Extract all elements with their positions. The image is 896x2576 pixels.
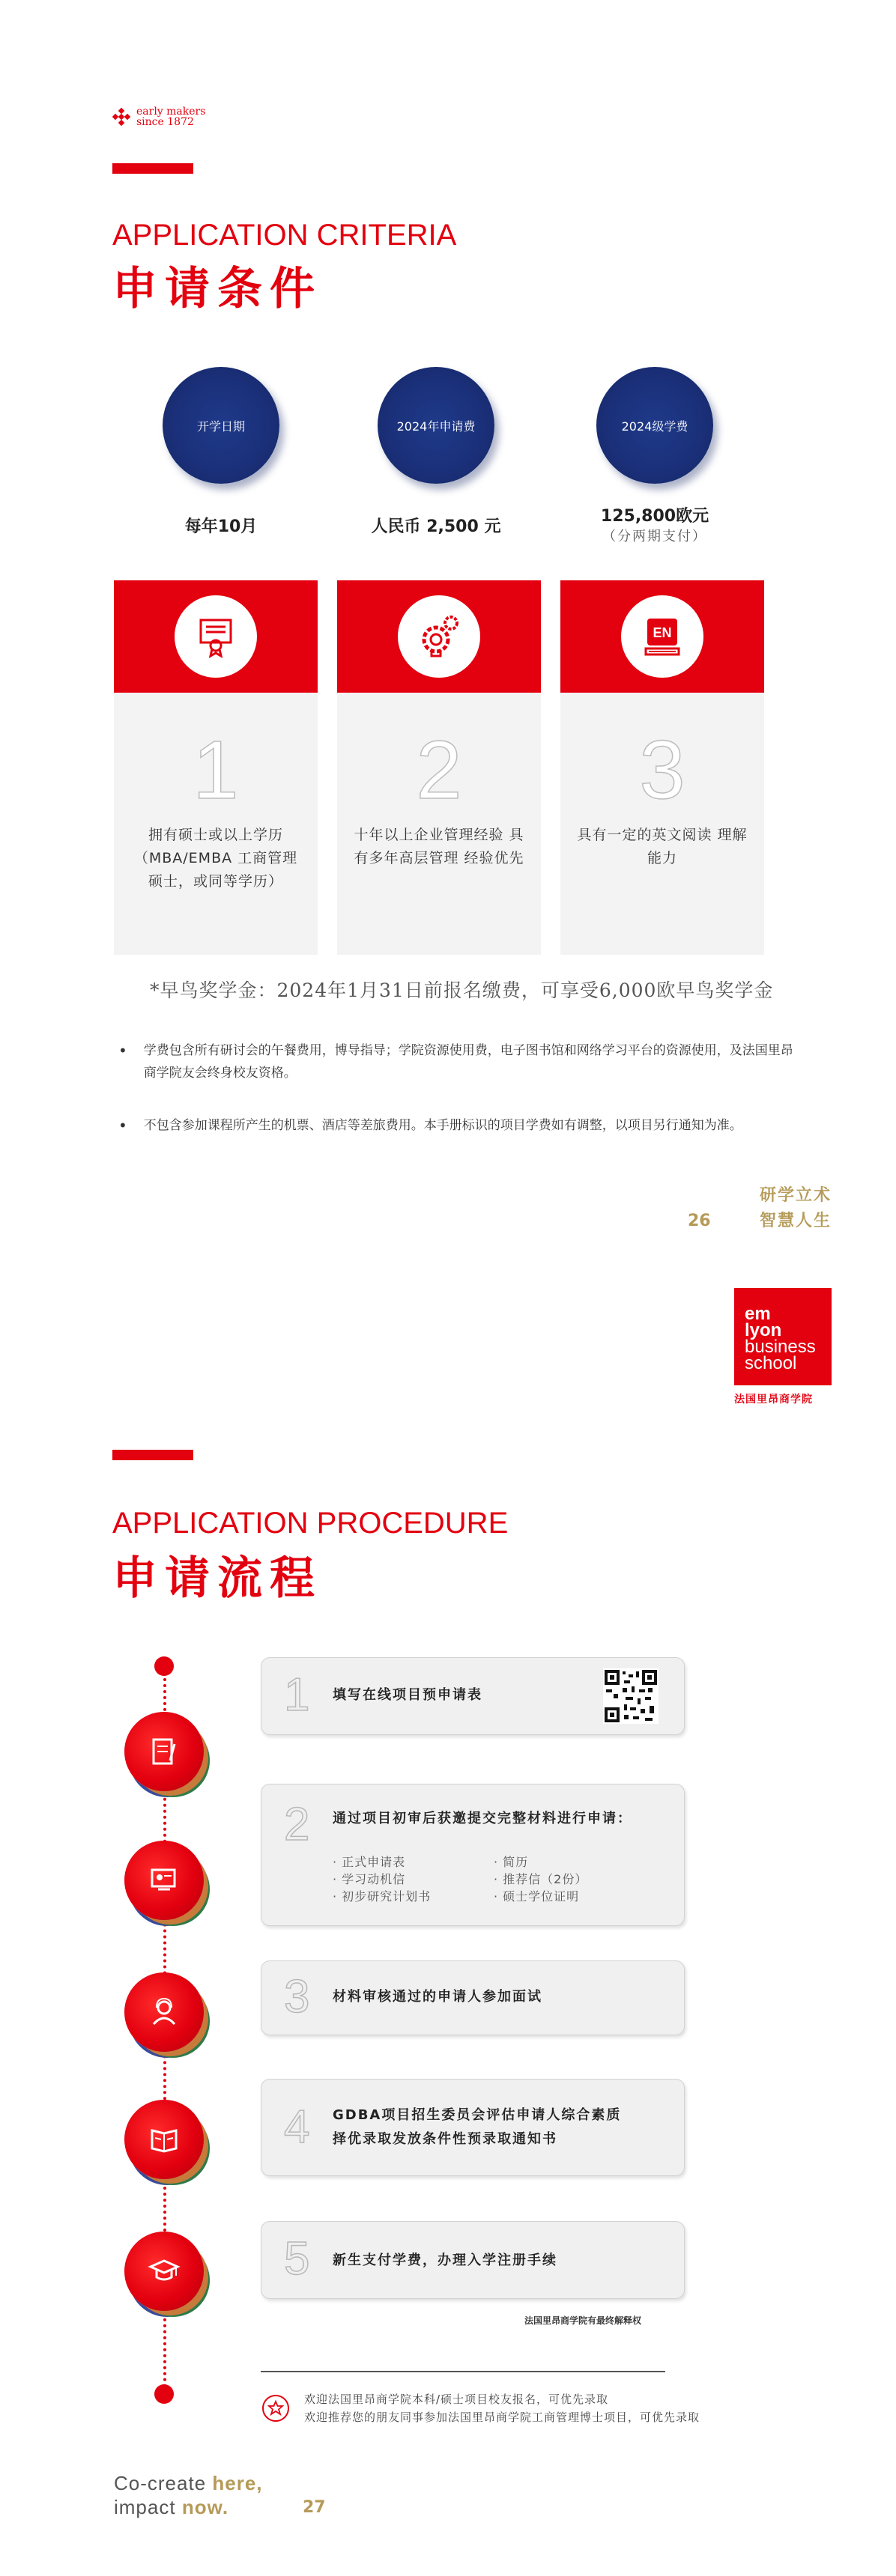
intake-date-label: 开学日期 [196,419,245,434]
alumni-note-line: 欢迎法国里昂商学院本科/硕士项目校友报名，可优先录取 [304,2393,609,2406]
tuition-fee-note: （分两期支付） [602,529,707,544]
emlyon-logo-line: em [745,1304,771,1324]
management-gear-icon [398,595,480,678]
documents-icon [124,1841,204,1920]
doc-item: · 正式申请表 [333,1855,406,1869]
card-text: 拥有硕士或以上学历（MBA/EMBA 工商管理硕士，或同等学历） [133,827,298,890]
tuition-fee-value: 125,800欧元 [600,507,709,526]
bullet-text: 学费包含所有研讨会的午餐费用，博导指导；学院资源使用费，电子图书馆和网络学习平台的资源使用，及法国里昂商学院友会终身校友资格。 [143,1043,793,1081]
doc-item: · 简历 [494,1855,529,1869]
criteria-title-cn: 申请条件 [112,263,322,315]
step-title-line: 择优录取发放条件性预录取通知书 [333,2131,557,2147]
criteria-title-en: APPLICATION CRITERIA [112,219,457,252]
emlyon-logo-line: lyon [745,1320,782,1340]
cocreate-slogan [114,2471,263,2519]
step-2-card [261,1784,685,1926]
admission-book-icon [124,2100,204,2179]
card-number: 3 [639,724,685,816]
alumni-note [304,2390,724,2426]
card-number: 2 [416,724,462,816]
step-title [333,2103,621,2151]
interpretation-note: 法国里昂商学院有最终解释权 [524,2315,642,2326]
step-3-card [261,1960,685,2035]
doc-item: · 推荐信（2份） [494,1872,588,1886]
brand-logo [112,106,205,127]
motto-line-2: 智慧人生 [759,1212,832,1230]
slogan-bold: here, [212,2472,263,2494]
slogan-text: Co-create [114,2472,213,2494]
bullet-dot: • [118,1042,127,1060]
certificate-icon [175,595,257,678]
en-icon-text: EN [653,625,672,640]
application-fee-value: 人民币 2,500 元 [371,517,501,536]
tuition-fee-label: 2024级学费 [621,419,688,434]
step-title: 通过项目初审后获邀提交完整材料进行申请： [333,1811,632,1826]
intake-date-value: 每年10月 [184,517,258,536]
required-docs-right [494,1853,587,1905]
motto-line-1: 研学立术 [759,1186,832,1205]
emlyon-logo [734,1288,832,1385]
required-docs-left [333,1853,431,1905]
emlyon-logo-line: school [745,1353,797,1373]
application-fee-label: 2024年申请费 [396,419,476,434]
brand-tagline-1: early makers [136,106,206,118]
brand-mark-icon [112,108,130,126]
step-5-card [261,2221,685,2299]
slogan-bold: now. [181,2496,229,2518]
emlyon-logo-line: business [745,1337,816,1357]
doc-item: · 学习动机信 [333,1872,406,1886]
early-bird-scholarship: *早鸟奖学金：2024年1月31日前报名缴费，可享受6,000欧早鸟奖学金 [150,979,774,1001]
step-4-card [261,2079,685,2176]
bullet-dot: • [118,1117,127,1134]
doc-item: · 硕士学位证明 [494,1889,580,1904]
title-accent-bar [112,163,193,174]
step-title: 材料审核通过的申请人参加面试 [333,1989,542,2005]
step-number: 1 [284,1669,310,1721]
interview-icon [124,1972,204,2052]
fee-exclusion-bullet [118,1114,838,1137]
page-number: 26 [688,1212,711,1230]
tuition-fee-circle [596,367,713,484]
procedure-title-cn: 申请流程 [112,1552,322,1605]
fee-inclusion-bullet [118,1039,800,1084]
timeline-start-dot [154,1656,174,1676]
brand-tagline-2: since 1872 [136,116,194,128]
english-book-icon [621,595,703,678]
step-number: 4 [284,2101,310,2153]
footer-divider [261,2371,665,2372]
criteria-card-2 [337,580,541,955]
card-number: 1 [193,724,239,816]
slogan-text: impact [114,2496,182,2518]
step-number: 2 [284,1799,310,1850]
step-title-line: GDBA项目招生委员会评估申请人综合素质 [333,2107,622,2123]
step-1-card [261,1657,685,1735]
intake-date-circle [163,367,279,484]
badge-icon [262,2395,289,2422]
motto [719,1183,832,1234]
doc-item: · 初步研究计划书 [333,1889,432,1904]
criteria-card-3 [560,580,764,955]
graduation-cap-icon [124,2232,204,2311]
emlyon-cn-name: 法国里昂商学院 [734,1394,813,1406]
procedure-title-en: APPLICATION PROCEDURE [112,1507,509,1540]
criteria-card-1 [114,580,318,955]
step-number: 3 [284,1971,310,2023]
title-accent-bar [112,1450,193,1460]
form-icon [124,1712,204,1791]
step-title: 填写在线项目预申请表 [333,1687,482,1703]
alumni-note-line: 欢迎推荐您的朋友同事参加法国里昂商学院工商管理博士项目，可优先录取 [304,2411,700,2424]
timeline-end-dot [154,2384,174,2404]
application-fee-circle [378,367,494,484]
step-number: 5 [284,2233,310,2285]
card-text: 十年以上企业管理经验 具有多年高层管理 经验优先 [354,827,524,866]
page-number: 27 [303,2498,326,2517]
card-text: 具有一定的英文阅读 理解能力 [577,827,748,866]
bullet-text: 不包含参加课程所产生的机票、酒店等差旅费用。本手册标识的项目学费如有调整，以项目另行通知为准。 [143,1118,742,1133]
step-title: 新生支付学费，办理入学注册手续 [333,2253,557,2268]
qr-code[interactable] [603,1668,659,1724]
